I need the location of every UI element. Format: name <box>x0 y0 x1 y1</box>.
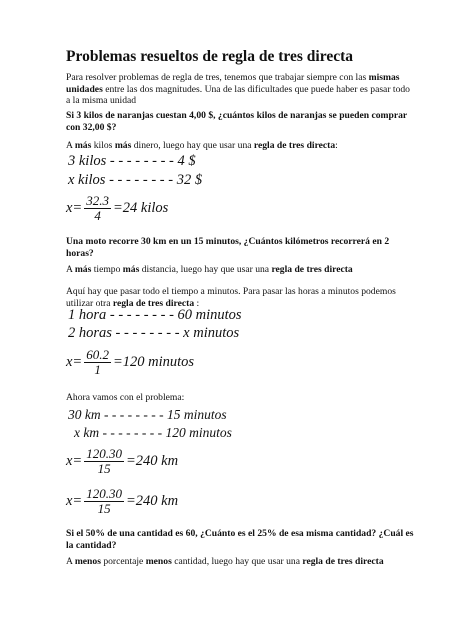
expl-text: kilos <box>91 140 115 151</box>
problem1-statement: Si 3 kilos de naranjas cuestan 4,00 $, ¿cuántos kilos de naranjas se pueden comprar con 32,00 $? <box>66 110 407 133</box>
problem1-explanation <box>66 140 416 152</box>
problem2-fraction-hours <box>66 348 194 377</box>
fraction-denominator: 15 <box>97 501 111 516</box>
problem2-explanation <box>66 264 416 276</box>
expl-text: A <box>66 556 75 567</box>
fraction-stack <box>84 487 124 516</box>
problem3-explanation <box>66 556 416 568</box>
fraction-lhs: x= <box>66 493 83 509</box>
expl-bold: más <box>114 140 132 151</box>
fraction-result: =120 minutos <box>112 354 195 370</box>
problem1-rule-row-2: x kilos - - - - - - - - 32 $ <box>68 172 203 188</box>
expl-bold: menos <box>145 556 172 567</box>
fraction-lhs: x= <box>66 200 83 216</box>
note-text: Aquí hay que pasar todo el tiempo a minutos. Para pasar las horas a minutos podemos utilizar otra <box>66 286 396 309</box>
expl-text: A <box>66 140 75 151</box>
expl-text: cantidad, luego hay que usar una <box>171 556 303 567</box>
expl-text: distancia, luego hay que usar una <box>139 264 272 275</box>
fraction-numerator: 120.30 <box>86 486 122 501</box>
fraction-lhs: x= <box>66 354 83 370</box>
problem2-fraction-km-2 <box>66 487 178 516</box>
problem2-statement: Una moto recorre 30 km en un 15 minutos, ¿Cuántos kilómetros recorrerá en 2 horas? <box>66 236 390 259</box>
fraction-denominator: 4 <box>94 208 101 223</box>
expl-text: dinero, luego hay que usar una <box>131 140 254 151</box>
problem3-statement: Si el 50% de una cantidad es 60, ¿Cuánto es el 25% de esa misma cantidad? ¿Cuál es la cantidad? <box>66 528 414 551</box>
problem2-rule-row-1: 1 hora - - - - - - - - 60 minutos <box>68 307 242 323</box>
expl-bold: más <box>74 140 92 151</box>
problem1-rule-row-1: 3 kilos - - - - - - - - 4 $ <box>68 153 196 169</box>
expl-text: A <box>66 264 75 275</box>
problem2-rule-row-3: 30 km - - - - - - - - 15 minutos <box>68 407 227 422</box>
note-text: : <box>194 297 200 309</box>
problem2-now-label: Ahora vamos con el problema: <box>66 392 185 403</box>
expl-bold: menos <box>74 556 101 567</box>
expl-text: : <box>335 140 338 151</box>
fraction-result: =240 km <box>125 453 179 469</box>
expl-bold: regla de tres directa <box>271 264 353 275</box>
fraction-numerator: 60.2 <box>86 347 109 362</box>
fraction-numerator: 32.3 <box>86 193 109 208</box>
problem2-note <box>66 286 416 309</box>
note-bold: regla de tres directa <box>112 297 195 309</box>
intro-text-2: entre las dos magnitudes. Una de las dificultades que puede haber es pasar todo a la misma unidad <box>66 83 410 107</box>
fraction-denominator: 1 <box>94 362 101 377</box>
fraction-result: =24 kilos <box>112 200 169 216</box>
fraction-denominator: 15 <box>97 461 111 476</box>
problem2-fraction-km-1 <box>66 447 178 476</box>
problem1-fraction <box>66 194 168 223</box>
expl-text: tiempo <box>91 264 123 275</box>
expl-bold: más <box>74 264 92 275</box>
problem2-rule-row-4: x km - - - - - - - - 120 minutos <box>74 425 232 440</box>
intro-bold: mismas unidades <box>66 72 400 95</box>
fraction-lhs: x= <box>66 453 83 469</box>
problem2-rule-row-2: 2 horas - - - - - - - - x minutos <box>68 325 240 341</box>
fraction-stack <box>84 447 124 476</box>
expl-text: porcentaje <box>100 556 146 567</box>
fraction-result: =240 km <box>125 493 179 509</box>
fraction-stack <box>84 194 111 223</box>
expl-bold: regla de tres directa <box>302 556 384 567</box>
fraction-numerator: 120.30 <box>86 446 122 461</box>
fraction-stack <box>84 348 111 377</box>
intro-text: Para resolver problemas de regla de tres, tenemos que trabajar siempre con las <box>66 72 369 83</box>
expl-bold: regla de tres directa <box>253 140 336 151</box>
intro-paragraph <box>66 72 416 107</box>
expl-bold: más <box>122 264 140 275</box>
page-title: Problemas resueltos de regla de tres directa <box>66 48 353 65</box>
